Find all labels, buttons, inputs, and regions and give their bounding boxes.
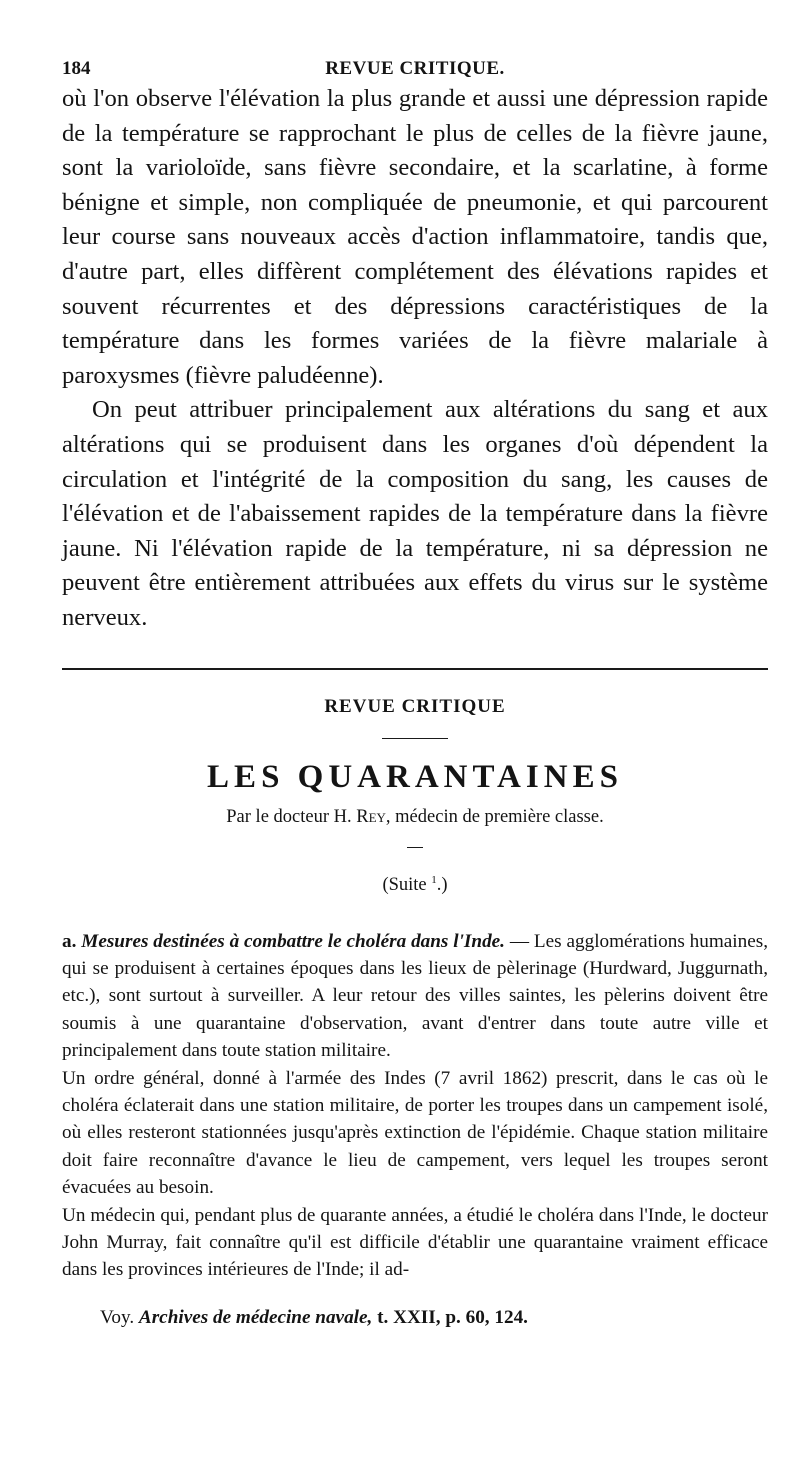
article-title: LES QUARANTAINES (207, 758, 623, 795)
running-head (62, 52, 768, 82)
body-text (62, 82, 768, 636)
article-paragraph-1-text: — Les agglomérations humaines, qui se produisent à certaines époques dans les lieux de pèlerinage (Hurdward, Juggurnath, etc.), sont surtout à surveiller. A leur retour des villes saintes, les pèlerins doivent être soumis à une quarantaine d'observation, avant d'entrer dans toute autre ville et principalement dans toute station militaire. (62, 930, 768, 1062)
section-title: REVUE CRITIQUE (324, 695, 506, 717)
tick-rule (407, 847, 423, 848)
article-paragraph-3: Un médecin qui, pendant plus de quarante années, a étudié le choléra dans l'Inde, le docteur John Murray, fait connaître qu'il est difficile d'établir une quarantaine vraiment efficace dans les provinces intérieures de l'Inde; il ad- (62, 1204, 768, 1281)
byline-suffix: , médecin de première classe. (385, 806, 604, 827)
footnote-reference: t. XXII, p. 60, 124. (377, 1306, 528, 1328)
running-title: REVUE CRITIQUE. (325, 58, 505, 79)
footnote-journal: Archives de médecine navale, (138, 1306, 373, 1328)
body-paragraph-2: On peut attribuer principalement aux altérations du sang et aux altérations qui se produisent dans les organes d'où dépendent la circulation et l'intégrité de la composition du sang, les causes de l'élévation et de l'abaissement rapides de la température dans la fièvre jaune. Ni l'élévation rapide de la température, ni sa dépression ne peuvent être entièrement attribuées aux effets du virus sur le système nerveux. (62, 396, 768, 631)
byline (62, 807, 768, 833)
article-paragraph-2: Un ordre général, donné à l'armée des Indes (7 avril 1862) prescrit, dans le cas où le choléra éclaterait dans une station militaire, de porter les troupes dans un campement isolé, où elles resteront stationnées jusqu'après extinction de l'épidémie. Chaque station militaire doit faire reconnaître d'avance le lieu de campement, vers lequel les troupes seront évacuées au besoin. (62, 1067, 768, 1199)
page-number: 184 (62, 58, 91, 79)
article-body (62, 928, 768, 1284)
footnote (62, 1304, 768, 1331)
body-paragraph-1: où l'on observe l'élévation la plus grande et aussi une dépression rapide de la température se rapprochant le plus de celles de la fièvre jaune, sont la varioloïde, sans fièvre secondaire, et la scarlatine, à forme bénigne et simple, non compliquée de pneumonie, et qui parcourent leur course sans nouveaux accès d'action inflammatoire, tandis que, d'autre part, elles diffèrent complétement des élévations rapides et souvent récurrentes et des dépressions caractéristiques de la température dans les formes variées de la fièvre malariale à paroxysmes (fièvre paludéenne). (62, 85, 768, 389)
subsection-heading: Mesures destinées à combattre le choléra dans l'Inde. (81, 930, 505, 952)
suite-close: .) (436, 874, 448, 895)
short-rule (382, 738, 448, 739)
suite-note (62, 874, 768, 900)
section-divider-rule (62, 668, 768, 670)
page (62, 52, 768, 1331)
footnote-prefix: Voy. (100, 1306, 135, 1328)
byline-name: Rey (356, 806, 386, 827)
byline-prefix: Par le docteur H. (226, 806, 352, 827)
article-paragraph-1 (62, 928, 768, 1065)
suite-footnote-ref: 1 (431, 873, 437, 886)
subsection-marker: a. (62, 930, 77, 952)
suite-label: (Suite (382, 874, 427, 895)
